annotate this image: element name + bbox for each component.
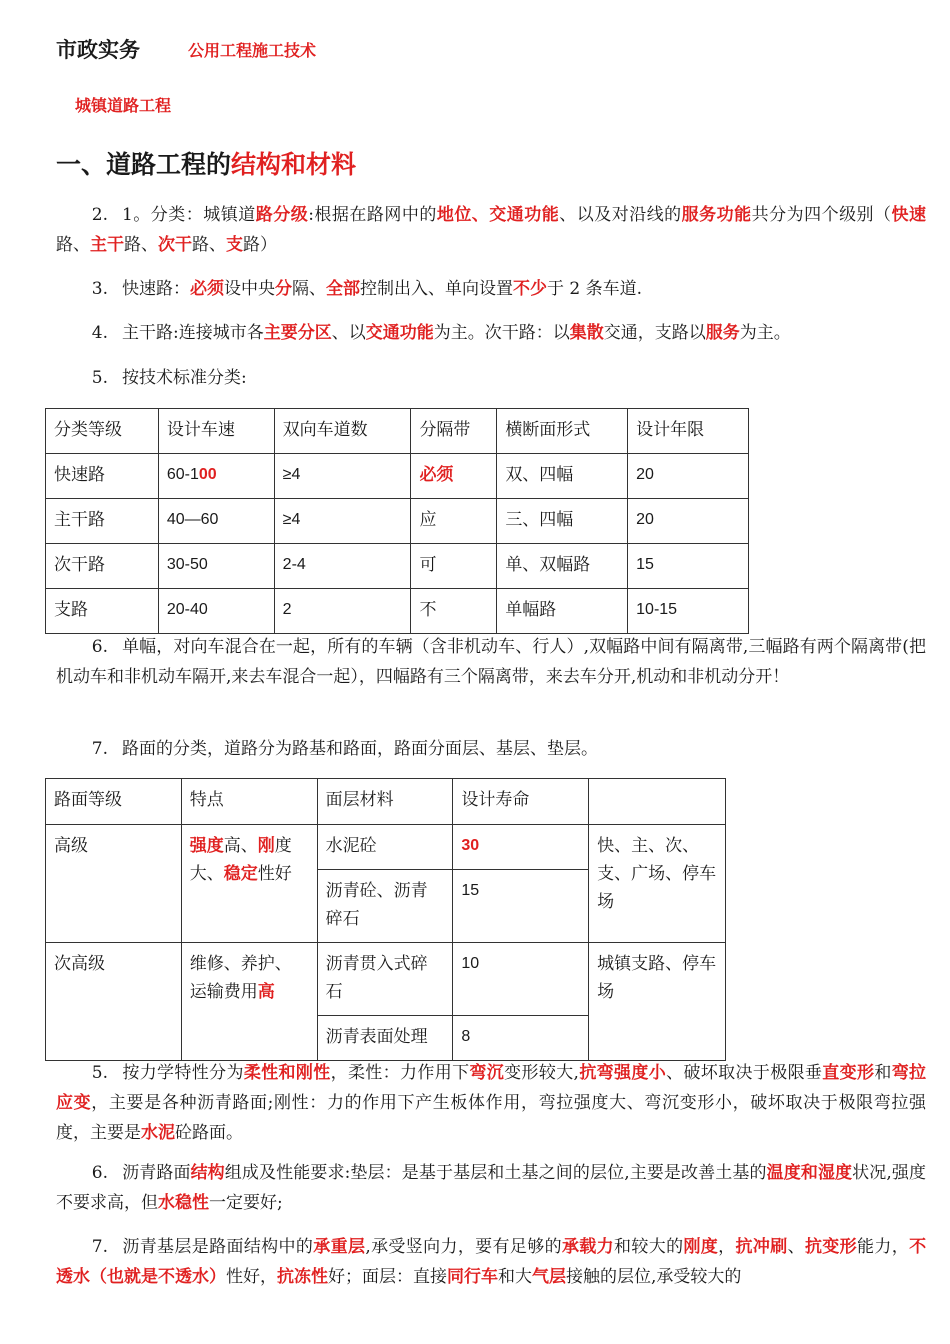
table-cell: ≥4 xyxy=(274,454,411,499)
table-cell: 次高级 xyxy=(46,943,182,1061)
road-class-table xyxy=(45,408,749,634)
table-row xyxy=(46,499,749,544)
cell-text: 高、 xyxy=(223,836,258,856)
table-cell: 支路 xyxy=(46,589,159,634)
pavement-grade-table xyxy=(45,778,726,1061)
table-cell: 主干路 xyxy=(46,499,159,544)
table-cell: 高级 xyxy=(46,825,182,943)
text: 为主。次干路：以 xyxy=(433,323,570,343)
table-cell: 可 xyxy=(411,544,497,589)
table-cell: 2-4 xyxy=(274,544,411,589)
table-header xyxy=(589,779,726,825)
text: 和较大的 xyxy=(614,1237,684,1257)
cell-highlight: 00 xyxy=(198,466,217,483)
highlight: 弯沉 xyxy=(469,1063,505,1083)
table-cell: 40—60 xyxy=(158,499,274,544)
text: 和 xyxy=(874,1063,892,1083)
paragraph-asphalt-structure xyxy=(56,1158,926,1218)
cell-text: 维修、养护、运输费用 xyxy=(189,954,292,1002)
highlight: 承载力 xyxy=(561,1237,615,1257)
table-header: 设计寿命 xyxy=(453,779,589,825)
table-cell: 15 xyxy=(453,870,589,943)
text: 路） xyxy=(243,235,277,255)
table-cell xyxy=(158,454,274,499)
table-header: 路面等级 xyxy=(46,779,182,825)
text: 好；面层：直接 xyxy=(328,1267,447,1287)
text: 、以 xyxy=(331,323,366,343)
highlight: 抗变形 xyxy=(804,1237,857,1257)
highlight: 必须 xyxy=(190,279,224,299)
text: 1。分类：城镇道 xyxy=(122,205,256,225)
table-cell: 快速路 xyxy=(46,454,159,499)
highlight: 结构 xyxy=(190,1163,225,1183)
text: 设中央 xyxy=(224,279,275,299)
item-number: 4. xyxy=(91,323,108,343)
text: 组成及性能要求:垫层：是基于基层和土基之间的层位,主要是改善土基的 xyxy=(224,1163,767,1183)
text: 路、 xyxy=(56,235,90,255)
paragraph-tech-standard xyxy=(56,363,926,393)
text: 为主。 xyxy=(739,323,791,343)
highlight: 集散 xyxy=(569,323,604,343)
highlight: 主要分区 xyxy=(263,323,332,343)
text: 和大 xyxy=(498,1267,532,1287)
table-cell: 8 xyxy=(453,1016,589,1061)
main-heading xyxy=(56,145,356,181)
text: 变形较大, xyxy=(504,1063,579,1083)
table-cell: 次干路 xyxy=(46,544,159,589)
text: 单幅，对向车混合在一起，所有的车辆（含非机动车、行人）,双幅路中间有隔离带,三幅路有两个隔离带(把机动车和非机动车隔开,来去车混合一起），四幅路有三个隔离带，来去车分开,机动和非机动分开！ xyxy=(56,637,926,687)
table-header: 面层材料 xyxy=(317,779,453,825)
table-cell xyxy=(181,825,317,943)
text: ，柔性：力作用下 xyxy=(330,1063,470,1083)
highlight: 弯拉应变 xyxy=(56,1063,927,1113)
table-cell: 10-15 xyxy=(628,589,749,634)
text: 能力， xyxy=(857,1237,910,1257)
cell-highlight: 刚 xyxy=(257,836,275,856)
text: ， xyxy=(718,1237,736,1257)
heading-prefix: 一、道路工程的 xyxy=(56,150,232,179)
text: 砼路面。 xyxy=(175,1123,243,1143)
paragraph-arterial xyxy=(56,318,926,348)
table-header: 双向车道数 xyxy=(274,409,411,454)
table-cell: 10 xyxy=(453,943,589,1016)
item-number: 7. xyxy=(91,739,108,759)
highlight: 温度和湿度 xyxy=(766,1163,853,1183)
highlight: 水稳性 xyxy=(158,1193,209,1213)
table-cell: 快、主、次、支、广场、停车场 xyxy=(589,825,726,943)
highlight: 同行车 xyxy=(447,1267,498,1287)
table-row xyxy=(46,825,726,870)
text: 接触的层位,承受较大的 xyxy=(566,1267,742,1287)
cell-highlight: 高 xyxy=(257,982,275,1002)
table-header-row xyxy=(46,779,726,825)
item-number: 6. xyxy=(91,1163,108,1183)
table-cell: 单幅路 xyxy=(497,589,628,634)
paragraph-classification xyxy=(56,200,926,260)
text: 路、 xyxy=(192,235,226,255)
table-cell: 20 xyxy=(628,454,749,499)
table-cell: 沥青表面处理 xyxy=(317,1016,453,1061)
chapter-title: 公用工程施工技术 xyxy=(188,41,317,60)
highlight: 服务 xyxy=(705,323,740,343)
table-cell: 2 xyxy=(274,589,411,634)
paragraph-mechanics xyxy=(56,1058,926,1148)
item-number: 6. xyxy=(91,637,108,657)
table-header: 设计车速 xyxy=(158,409,274,454)
table-header-row xyxy=(46,409,749,454)
paragraph-pavement-class xyxy=(56,734,926,764)
table-cell: 30 xyxy=(453,825,589,870)
highlight: 刚度 xyxy=(683,1237,719,1257)
table-cell xyxy=(181,943,317,1061)
table-cell: 沥青砼、沥青碎石 xyxy=(317,870,453,943)
text: 沥青路面 xyxy=(122,1163,191,1183)
table-cell: 30-50 xyxy=(158,544,274,589)
item-number: 2. xyxy=(91,205,108,225)
text: ,承受竖向力，要有足够的 xyxy=(365,1237,562,1257)
highlight: 柔性和刚性 xyxy=(243,1063,331,1083)
text: 一定要好; xyxy=(209,1193,283,1213)
table-header: 分类等级 xyxy=(46,409,159,454)
highlight: 主干 xyxy=(90,235,124,255)
cell-highlight: 强度 xyxy=(189,836,224,856)
table-row xyxy=(46,454,749,499)
highlight: 支 xyxy=(226,235,243,255)
table-cell: 20 xyxy=(628,499,749,544)
highlight: 全部 xyxy=(326,279,360,299)
text: 沥青基层是路面结构中的 xyxy=(122,1237,314,1257)
text: :根据在路网中的 xyxy=(308,205,437,225)
highlight: 气层 xyxy=(532,1267,566,1287)
table-header: 横断面形式 xyxy=(497,409,628,454)
table-cell: 沥青贯入式碎石 xyxy=(317,943,453,1016)
highlight: 路分级 xyxy=(255,205,309,225)
table-cell: 不 xyxy=(411,589,497,634)
paragraph-expressway xyxy=(56,274,926,304)
section-title: 城镇道路工程 xyxy=(75,96,172,115)
text: 于 2 条车道. xyxy=(547,279,643,299)
item-number: 5. xyxy=(91,1063,108,1083)
cell-highlight: 稳定 xyxy=(223,864,258,884)
table-cell: ≥4 xyxy=(274,499,411,544)
highlight: 地位、交通功能 xyxy=(436,205,560,225)
text: 路面的分类，道路分为路基和路面，路面分面层、基层、垫层。 xyxy=(122,739,598,759)
table-cell: 必须 xyxy=(411,454,497,499)
cell-text: 60-1 xyxy=(166,466,199,483)
highlight: 不少 xyxy=(513,279,547,299)
text: 性好， xyxy=(226,1267,277,1287)
subject-title: 市政实务 xyxy=(56,38,140,62)
text: 状况,强度不要求高，但 xyxy=(56,1163,927,1213)
table-row xyxy=(46,544,749,589)
table-header: 设计年限 xyxy=(628,409,749,454)
text: 控制出入、单向设置 xyxy=(360,279,513,299)
text: 、 xyxy=(787,1237,805,1257)
cell-text: 度大、 xyxy=(189,836,292,884)
heading-highlight: 结构和材料 xyxy=(231,150,357,179)
table-cell: 15 xyxy=(628,544,749,589)
table-cell: 20-40 xyxy=(158,589,274,634)
text: 共分为四个级别（ xyxy=(751,205,892,225)
highlight: 水泥 xyxy=(141,1123,175,1143)
highlight: 服务功能 xyxy=(681,205,752,225)
table-cell: 应 xyxy=(411,499,497,544)
text: 主干路:连接城市各 xyxy=(122,323,264,343)
table-cell: 三、四幅 xyxy=(497,499,628,544)
text: 按力学特性分为 xyxy=(122,1063,244,1083)
table-header: 特点 xyxy=(181,779,317,825)
item-number: 7. xyxy=(91,1237,108,1257)
highlight: 承重层 xyxy=(313,1237,366,1257)
highlight: 不透水（也就是不透水） xyxy=(56,1237,927,1287)
text: ，主要是各种沥青路面;刚性：力的作用下产生板体作用，弯拉强度大、弯沉变形小，破坏取决于极限弯拉强度，主要是 xyxy=(56,1093,926,1143)
item-number: 5. xyxy=(91,368,108,388)
text: 按技术标准分类: xyxy=(122,368,247,388)
table-row xyxy=(46,943,726,1016)
paragraph-asphalt-base xyxy=(56,1232,926,1292)
highlight: 抗弯强度小 xyxy=(578,1063,667,1083)
highlight: 直变形 xyxy=(822,1063,875,1083)
highlight: 抗冻性 xyxy=(277,1267,328,1287)
table-header: 分隔带 xyxy=(411,409,497,454)
highlight: 次干 xyxy=(158,235,192,255)
highlight: 抗冲刷 xyxy=(735,1237,788,1257)
paragraph-cross-section xyxy=(56,632,926,692)
highlight: 快速 xyxy=(891,205,927,225)
table-cell: 双、四幅 xyxy=(497,454,628,499)
text: 快速路： xyxy=(122,279,190,299)
text: 路、 xyxy=(124,235,158,255)
cell-text: 性好 xyxy=(257,864,292,884)
text: 交通，支路以 xyxy=(603,323,706,343)
table-cell: 城镇支路、停车场 xyxy=(589,943,726,1061)
text: 、以及对沿线的 xyxy=(559,205,682,225)
text: 、破坏取决于极限垂 xyxy=(666,1063,823,1083)
table-row xyxy=(46,589,749,634)
highlight: 交通功能 xyxy=(365,323,434,343)
text: 隔、 xyxy=(292,279,326,299)
table-cell: 单、双幅路 xyxy=(497,544,628,589)
table-cell: 水泥砼 xyxy=(317,825,453,870)
highlight: 分 xyxy=(275,279,292,299)
item-number: 3. xyxy=(91,279,108,299)
